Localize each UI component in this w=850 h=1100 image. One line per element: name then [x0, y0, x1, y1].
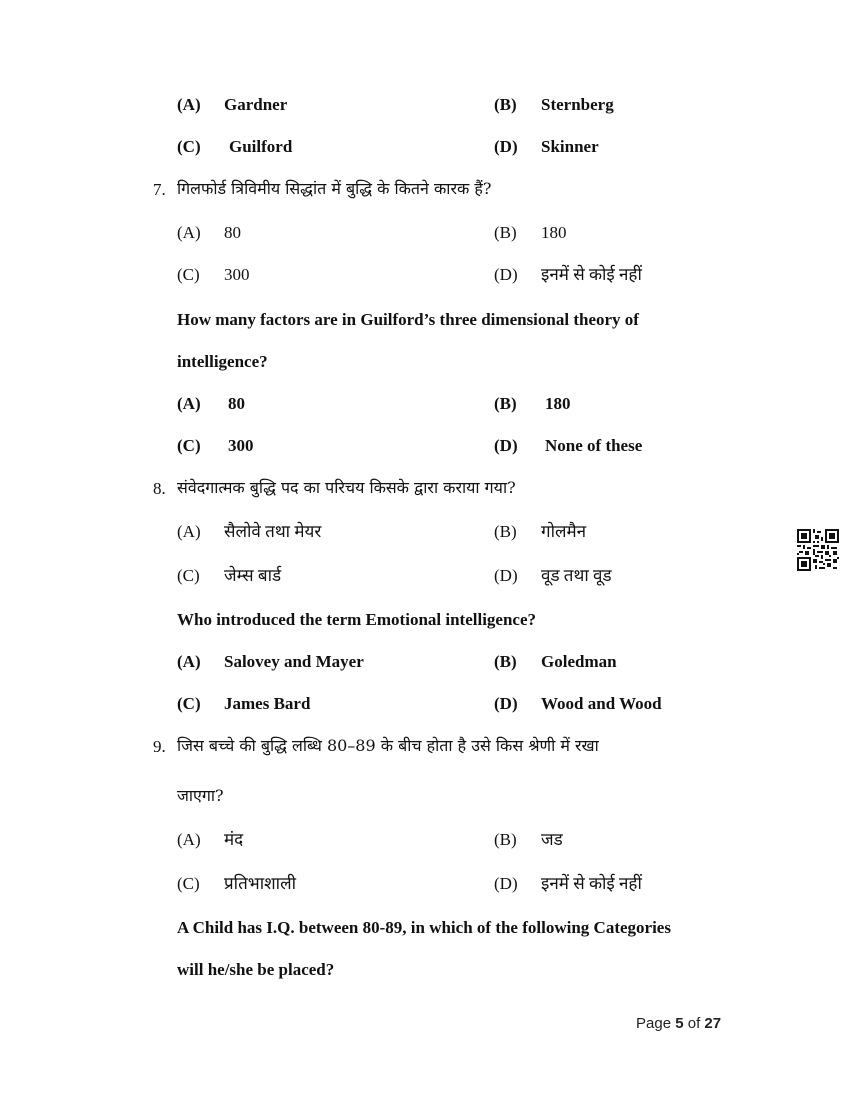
q7-number: 7.: [153, 180, 166, 199]
q8-english-option-c: (C) James Bard: [177, 694, 311, 713]
q9-hindi-option-a: (A) मंद: [177, 830, 244, 849]
q7-english-option-c: (C) 300: [177, 436, 254, 455]
q8-hindi-option-b: (B) गोलमैन: [494, 522, 587, 541]
q6-option-d: (D) Skinner: [494, 137, 599, 156]
q9-english-question-line2: will he/she be placed?: [177, 960, 335, 979]
q8-english-option-d: (D) Wood and Wood: [494, 694, 662, 713]
qr-code-icon: [797, 529, 839, 571]
of-label: of: [687, 1015, 701, 1032]
q7-english-option-b: (B) 180: [494, 394, 571, 413]
q8-hindi-option-c: (C) जेम्स बार्ड: [177, 566, 282, 585]
q8-english-option-a: (A) Salovey and Mayer: [177, 652, 364, 671]
q7-hindi-option-b: (B) 180: [494, 223, 567, 242]
q9-hindi-option-b: (B) जड: [494, 830, 563, 849]
q6-option-b: (B) Sternberg: [494, 95, 614, 114]
q8-hindi-question: संवेदगात्मक बुद्धि पद का परिचय किसके द्वारा कराया गया?: [177, 478, 516, 497]
q7-hindi-option-c: (C) 300: [177, 265, 250, 284]
q9-hindi-option-c: (C) प्रतिभाशाली: [177, 874, 297, 893]
q9-hindi-question-line1: जिस बच्चे की बुद्धि लब्धि 80–89 के बीच होता है उसे किस श्रेणी में रखा: [177, 736, 599, 755]
q7-hindi-question: गिलफोर्ड त्रिविमीय सिद्धांत में बुद्धि के कितने कारक हैं?: [177, 179, 492, 198]
total-page-count: 27: [704, 1015, 722, 1032]
page-label: Page: [636, 1015, 672, 1032]
q9-hindi-question-line2: जाएगा?: [177, 786, 224, 805]
q7-english-option-d: (D) None of these: [494, 436, 643, 455]
q6-option-a: (A) Gardner: [177, 95, 288, 114]
q8-english-option-b: (B) Goledman: [494, 652, 617, 671]
q8-english-question: Who introduced the term Emotional intelligence?: [177, 610, 537, 629]
q7-hindi-option-a: (A) 80: [177, 223, 241, 242]
page-footer: [636, 1015, 721, 1032]
q7-english-question-line1: How many factors are in Guilford’s three dimensional theory of: [177, 310, 639, 329]
q7-hindi-option-d: (D) इनमें से कोई नहीं: [494, 265, 642, 284]
q7-english-option-a: (A) 80: [177, 394, 245, 413]
q9-hindi-option-d: (D) इनमें से कोई नहीं: [494, 874, 642, 893]
q8-hindi-option-d: (D) वूड तथा वूड: [494, 566, 612, 585]
q8-number: 8.: [153, 479, 166, 498]
q8-hindi-option-a: (A) सैलोवे तथा मेयर: [177, 522, 322, 541]
q7-english-question-line2: intelligence?: [177, 352, 268, 371]
q6-option-c: (C) Guilford: [177, 137, 293, 156]
q9-number: 9.: [153, 737, 166, 756]
q9-english-question-line1: A Child has I.Q. between 80-89, in which of the following Categories: [177, 918, 671, 937]
current-page-number: 5: [675, 1015, 684, 1032]
